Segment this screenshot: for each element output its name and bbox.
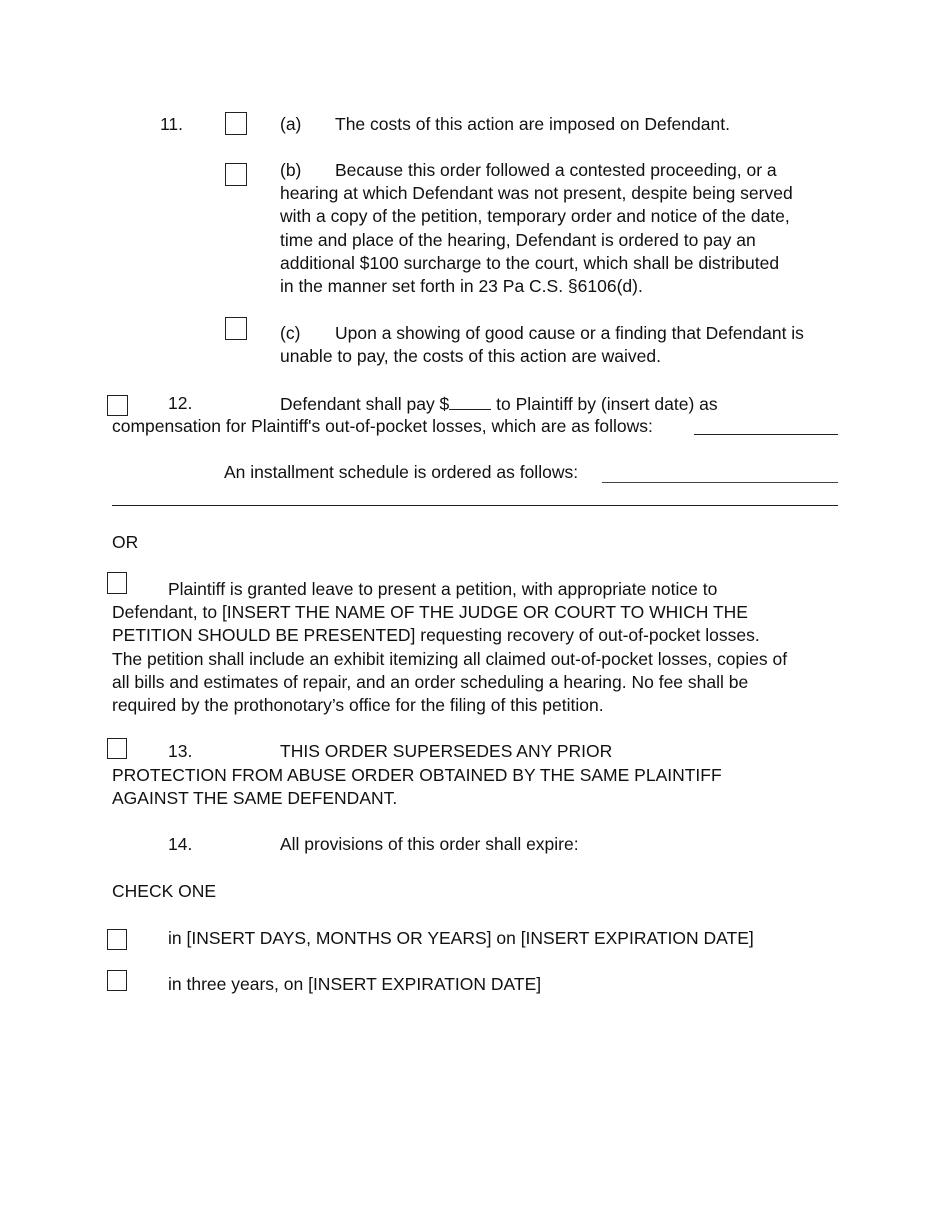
item-12-pay-suffix: to Plaintiff by (insert date) as [496,394,718,414]
check-one-label: CHECK ONE [112,881,217,901]
item-13-number: 13. [168,741,193,761]
item-11a-checkbox[interactable] [225,112,247,135]
item-13-line3: AGAINST THE SAME DEFENDANT. [112,788,398,808]
item-11b-checkbox[interactable] [225,163,247,186]
item-11a-text: The costs of this action are imposed on Defendant. [335,114,730,134]
item-13-line2: PROTECTION FROM ABUSE ORDER OBTAINED BY THE SAME PLAINTIFF [112,765,722,785]
installment-schedule-label: An installment schedule is ordered as follows: [224,462,579,482]
petition-line5: all bills and estimates of repair, and an order scheduling a hearing. No fee shall be [112,672,749,692]
item-11c-line1: Upon a showing of good cause or a finding that Defendant is [335,323,804,343]
item-11b-line1: Because this order followed a contested proceeding, or a [335,160,777,180]
item-12-line2: compensation for Plaintiff's out-of-pocket losses, which are as follows: [112,416,653,436]
item-11b-label: (b) [280,160,302,180]
petition-line4: The petition shall include an exhibit itemizing all claimed out-of-pocket losses, copies of [112,649,788,669]
losses-blank[interactable] [694,434,838,435]
expire-option-2-checkbox[interactable] [107,970,127,991]
item-12-number: 12. [168,393,193,413]
petition-line1: Plaintiff is granted leave to present a petition, with appropriate notice to [168,579,718,599]
item-11b-line5: additional $100 surcharge to the court, which shall be distributed [280,253,780,273]
item-12-pay-prefix: Defendant shall pay $ [280,394,450,414]
item-11b-line4: time and place of the hearing, Defendant is ordered to pay an [280,230,756,250]
item-11c-label: (c) [280,323,301,343]
petition-line3: PETITION SHOULD BE PRESENTED] requesting recovery of out-of-pocket losses. [112,625,760,645]
item-13-line1: THIS ORDER SUPERSEDES ANY PRIOR [280,741,613,761]
item-11c-checkbox[interactable] [225,317,247,340]
amount-blank[interactable] [449,392,491,410]
item-14-text: All provisions of this order shall expire: [280,834,579,854]
or-label: OR [112,532,139,552]
expire-option-1-checkbox[interactable] [107,929,127,950]
item-14-number: 14. [168,834,193,854]
item-11-number: 11. [160,114,184,134]
item-11c-line2: unable to pay, the costs of this action are waived. [280,346,662,366]
item-12-line1 [280,392,718,416]
installment-blank[interactable] [602,482,838,483]
item-11b-line6: in the manner set forth in 23 Pa C.S. §6106(d). [280,276,643,296]
installment-blank-line2[interactable] [112,505,838,506]
petition-line2: Defendant, to [INSERT THE NAME OF THE JUDGE OR COURT TO WHICH THE [112,602,748,622]
item-11b-line3: with a copy of the petition, temporary order and notice of the date, [280,206,790,226]
item-12-checkbox[interactable] [107,395,128,416]
item-11a-label: (a) [280,114,302,134]
expire-option-2-text: in three years, on [INSERT EXPIRATION DATE] [168,974,542,994]
petition-line6: required by the prothonotary’s office for the filing of this petition. [112,695,604,715]
item-11b-line2: hearing at which Defendant was not present, despite being served [280,183,793,203]
expire-option-1-text: in [INSERT DAYS, MONTHS OR YEARS] on [INSERT EXPIRATION DATE] [168,928,754,948]
item-13-checkbox[interactable] [107,738,127,759]
petition-checkbox[interactable] [107,572,127,594]
